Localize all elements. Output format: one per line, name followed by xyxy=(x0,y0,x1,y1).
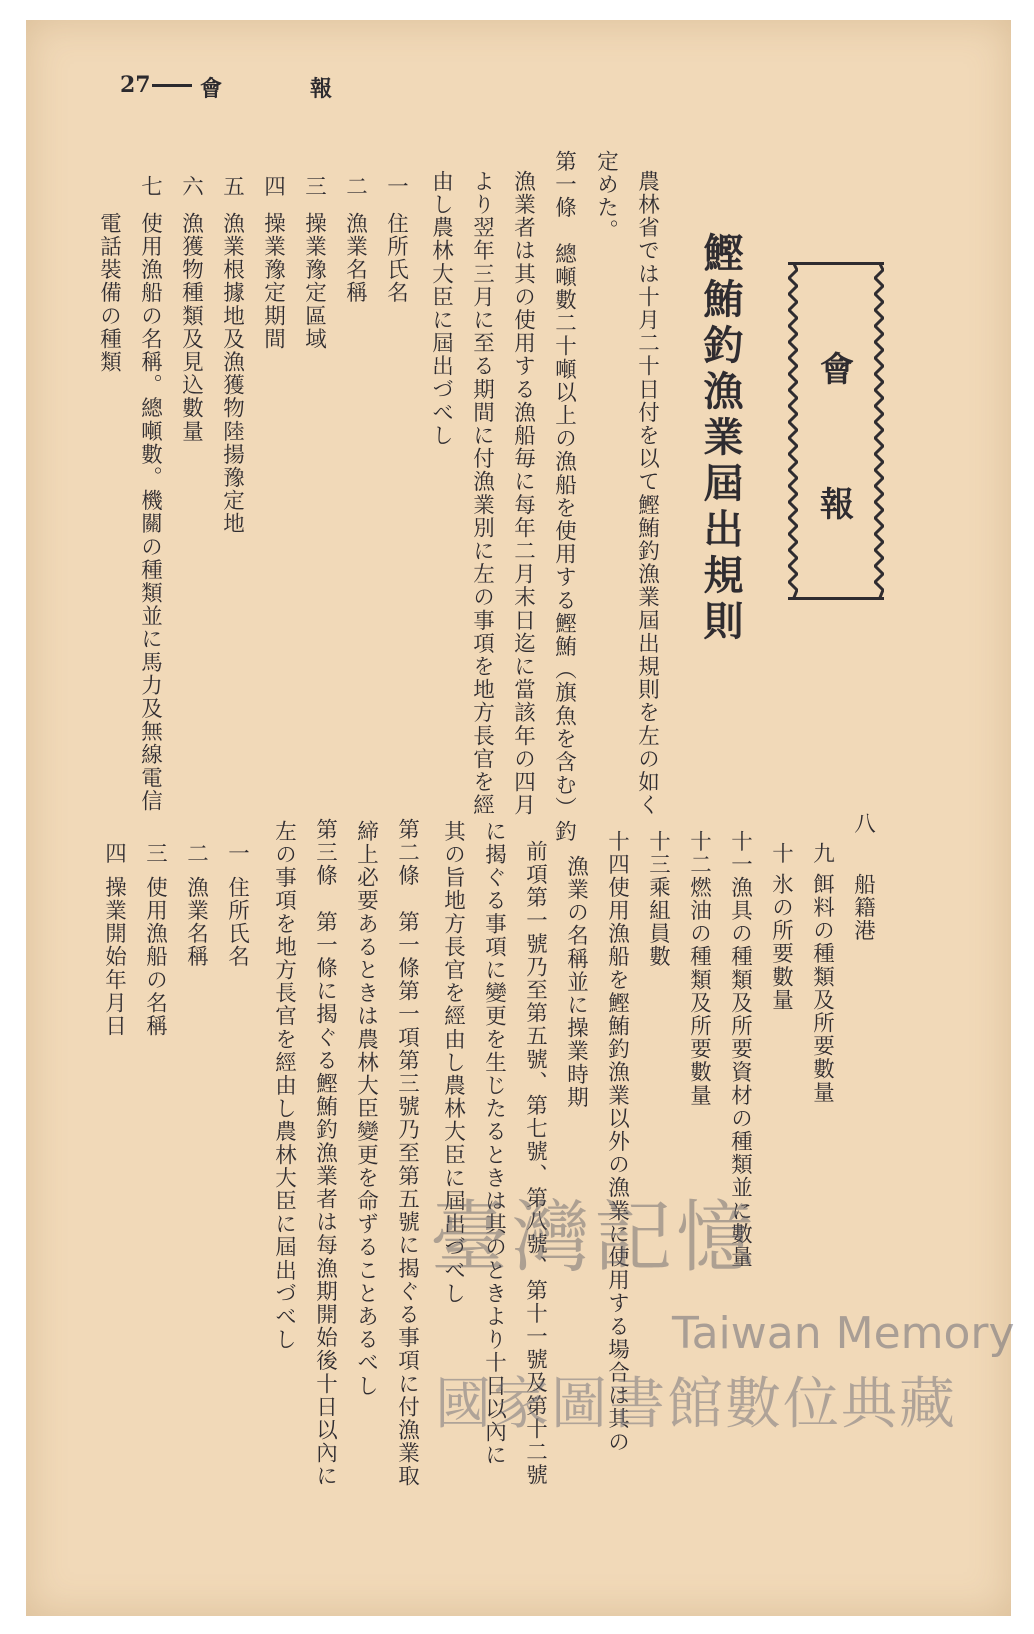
list-num: 三 xyxy=(301,175,327,199)
article-title: 鰹鮪釣漁業屆出規則 xyxy=(697,232,744,646)
list-item: 操業開始年月日 xyxy=(101,876,127,1038)
list-item: 使用漁船の名稱。總噸數。機關の種類並に馬力及無線電信 xyxy=(137,212,163,813)
para-mid-line-1: 前項第一號乃至第五號、第七號、第八號、第十一號及第十二號 xyxy=(522,840,548,1487)
list-num: 十四 xyxy=(604,830,630,877)
art1-line-3: より翌年三月に至る期間に付漁業別に左の事項を地方長官を經 xyxy=(469,170,495,817)
list-item: 操業豫定期間 xyxy=(260,212,286,351)
art1-line-2: 漁業者は其の使用する漁船毎に每年二月末日迄に當該年の四月 xyxy=(510,170,536,817)
banner-bottom-rule xyxy=(788,597,884,600)
list-num: 一 xyxy=(383,175,409,199)
list-num: 二 xyxy=(342,175,368,199)
banner-char-1: 會 xyxy=(820,350,854,390)
list-item: 漁業根據地及漁獲物陸揚豫定地 xyxy=(219,212,245,536)
header-rule xyxy=(152,84,192,87)
para-mid-line-2: に揭ぐる事項に變更を生じたるときは其のときより十日以內に xyxy=(481,820,507,1467)
list-item: 船籍港 xyxy=(850,873,876,943)
list-item: 漁獲物種類及見込數量 xyxy=(178,212,204,443)
intro-line-2: 定めた。 xyxy=(593,150,619,243)
list-num: 六 xyxy=(178,175,204,199)
list-item: 漁業名稱 xyxy=(183,876,209,969)
watermark-logo-text: 臺灣記憶 xyxy=(430,1193,759,1283)
list-item: 餌料の種類及所要數量 xyxy=(809,873,835,1104)
list-item: 漁具の種類及所要資材の種類並に數量 xyxy=(727,876,753,1269)
list-item: 氷の所要數量 xyxy=(768,873,794,1012)
list-item: 乘組員數 xyxy=(645,876,671,969)
list-item: 住所氏名 xyxy=(224,876,250,969)
art3-line-1: 第三條 第一條に揭ぐる鰹鮪釣漁業者は每漁期開始後十日以內に xyxy=(312,818,338,1488)
banner-right-border xyxy=(874,262,884,600)
list-num: 九 xyxy=(809,842,835,866)
banner-top-rule xyxy=(788,262,884,265)
list-item: 漁業名稱 xyxy=(342,212,368,305)
list-num: 十 xyxy=(768,842,794,866)
intro-line-1: 農林省では十月二十日付を以て鰹鮪釣漁業屆出規則を左の如く xyxy=(634,170,660,817)
watermark-english: Taiwan Memory xyxy=(672,1308,1015,1359)
list-item: 使用漁船を鰹鮪釣漁業以外の漁業に使用する場合は其の xyxy=(604,876,630,1454)
list-item-continued: 電話裝備の種類 xyxy=(96,212,122,374)
list-item: 使用漁船の名稱 xyxy=(142,876,168,1038)
running-header xyxy=(120,72,420,102)
list-num: 五 xyxy=(219,175,245,199)
list-item: 操業豫定區域 xyxy=(301,212,327,351)
art2-line-2: 締上必要あるときは農林大臣變更を命ずることあるべし xyxy=(353,820,379,1398)
watermark-library: 國家圖書館數位典藏 xyxy=(435,1372,957,1437)
art1-line-4: 由し農林大臣に屆出づべし xyxy=(428,170,454,448)
list-num: 十二 xyxy=(686,830,712,877)
list-num: 四 xyxy=(101,842,127,866)
list-item: 住所氏名 xyxy=(383,212,409,305)
section-banner xyxy=(788,262,884,600)
list-num: 一 xyxy=(224,842,250,866)
art2-line-1: 第二條 第一條第一項第三號乃至第五號に揭ぐる事項に付漁業取 xyxy=(394,818,420,1488)
list-num: 三 xyxy=(142,842,168,866)
list-item: 燃油の種類及所要數量 xyxy=(686,876,712,1107)
list-num: 二 xyxy=(183,842,209,866)
list-num: 八 xyxy=(850,812,876,836)
para-mid-line-3: 其の旨地方長官を經由し農林大臣に屆出づべし xyxy=(440,820,466,1306)
art1-line-1: 第一條 總噸數二十噸以上の漁船を使用する鰹鮪（旗魚を含む）釣 xyxy=(551,150,577,843)
header-left: 會 xyxy=(200,76,223,102)
list-num: 四 xyxy=(260,175,286,199)
page-number: 27 xyxy=(120,72,151,98)
list-num: 十一 xyxy=(727,830,753,877)
list-num: 十三 xyxy=(645,830,671,877)
banner-left-border xyxy=(788,262,798,600)
header-right: 報 xyxy=(310,76,333,102)
list-num: 七 xyxy=(137,175,163,199)
list-item-continued: 漁業の名稱並に操業時期 xyxy=(563,855,589,1110)
art3-line-2: 左の事項を地方長官を經由し農林大臣に屆出づべし xyxy=(271,820,297,1352)
banner-char-2: 報 xyxy=(820,485,854,525)
